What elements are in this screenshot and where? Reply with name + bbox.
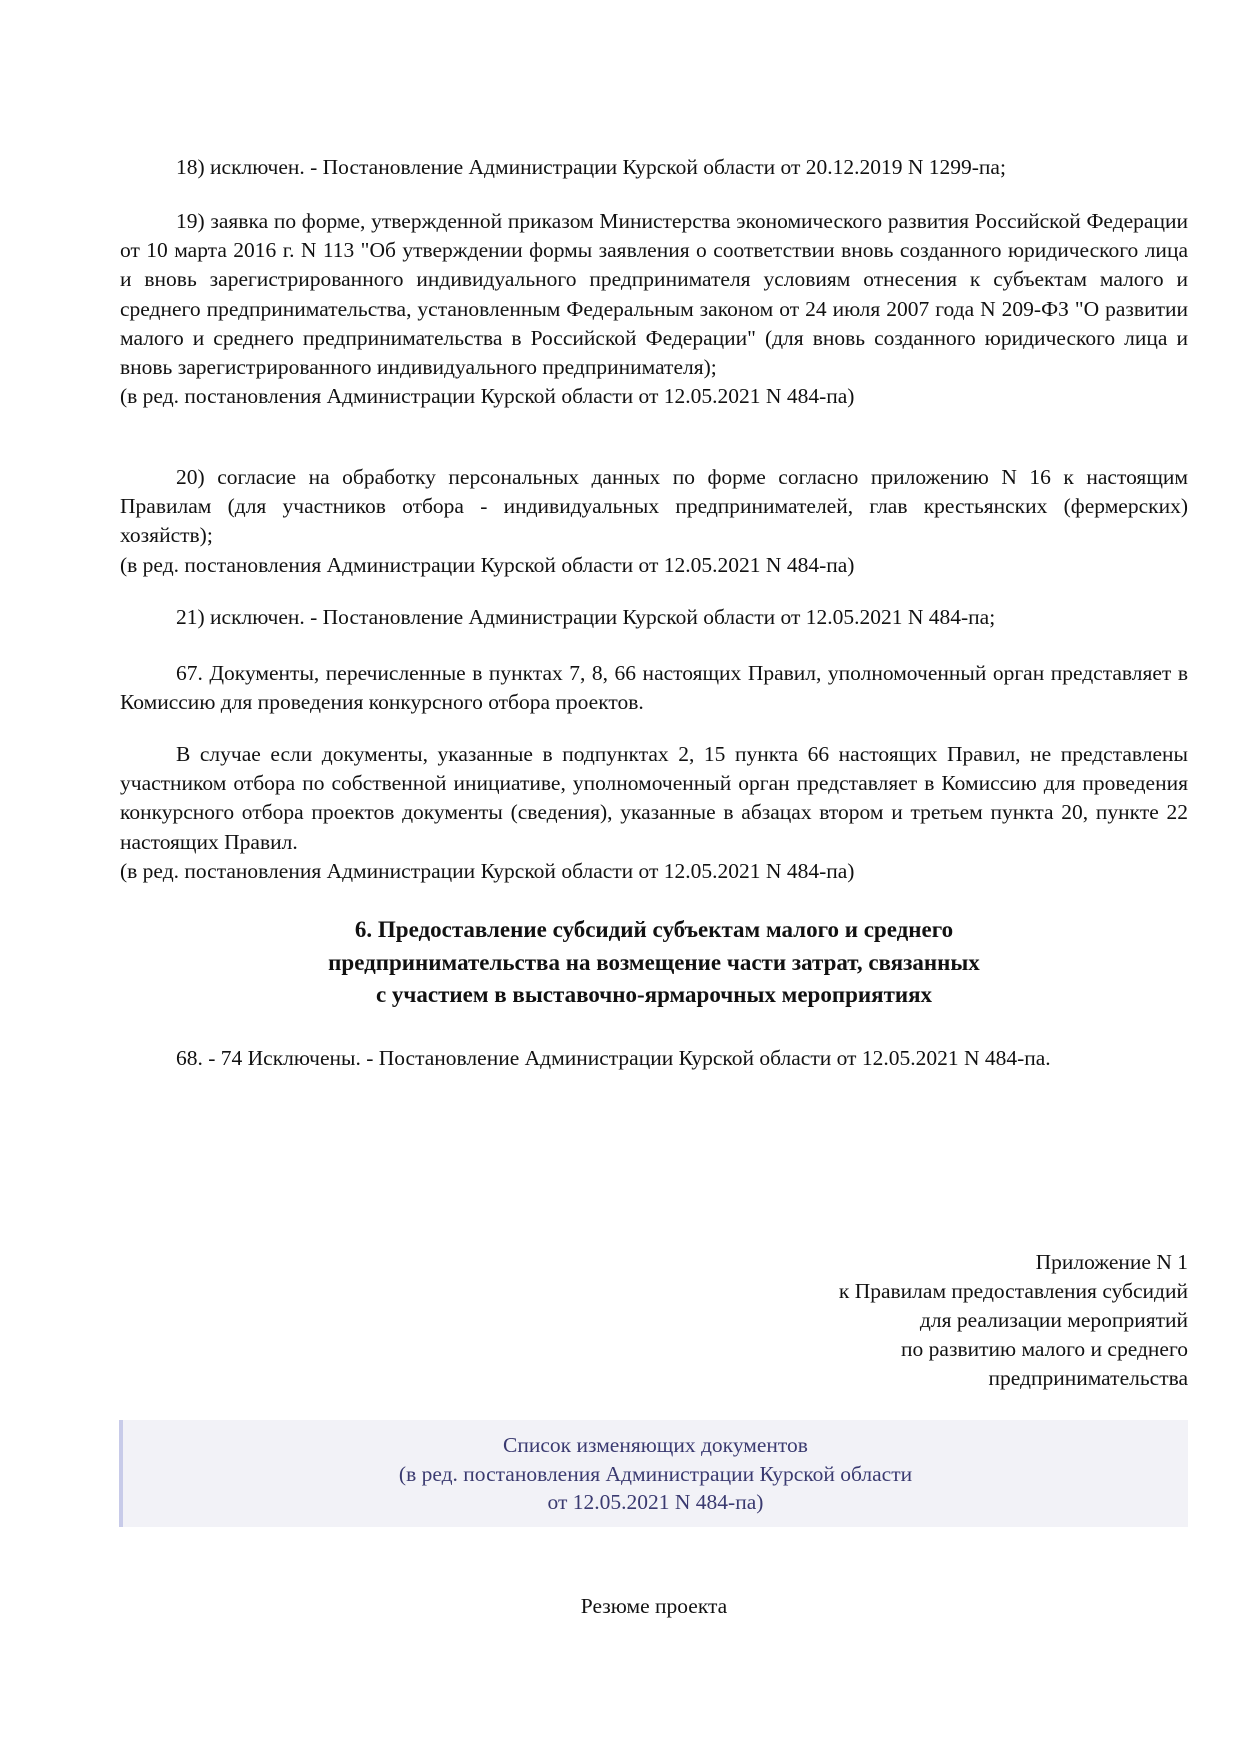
box-line: (в ред. постановления Администрации Курской области	[398, 1461, 913, 1486]
amendment-note: (в ред. постановления Администрации Курской области от 12.05.2021 N 484-па)	[120, 552, 855, 577]
section-heading	[120, 914, 1188, 1012]
amending-documents-box	[119, 1420, 1188, 1527]
box-title: Список изменяющих документов	[503, 1433, 808, 1457]
resume-title: Резюме проекта	[580, 1594, 728, 1618]
box-line: от 12.05.2021 N 484-па)	[547, 1490, 764, 1514]
heading-line: предпринимательства на возмещение части затрат, связанных	[328, 949, 980, 975]
paragraph-text: 68. - 74 Исключены. - Постановление Администрации Курской области от 12.05.2021 N 484-па.	[176, 1046, 1051, 1070]
paragraph-67	[120, 659, 1188, 717]
heading-line: с участием в выставочно-ярмарочных мероприятиях	[375, 982, 933, 1007]
amendment-note: (в ред. постановления Администрации Курской области от 12.05.2021 N 484-па)	[120, 858, 855, 883]
paragraph-21	[120, 603, 1188, 632]
paragraph-18	[120, 153, 1188, 182]
paragraph-19	[120, 207, 1188, 411]
appendix-header	[839, 1248, 1188, 1393]
paragraph-68	[120, 1044, 1188, 1073]
paragraph-20	[120, 463, 1188, 580]
paragraph-text: 21) исключен. - Постановление Администрации Курской области от 12.05.2021 N 484-па;	[176, 605, 996, 629]
paragraph-67-continued	[120, 740, 1188, 886]
paragraph-text: 18) исключен. - Постановление Администрации Курской области от 20.12.2019 N 1299-па;	[176, 155, 1006, 179]
paragraph-text: В случае если документы, указанные в подпунктах 2, 15 пункта 66 настоящих Правил, не представлены участником отбора по собственной инициативе, уполномоченный орган представляет в Комиссию для проведения конкурсного отбора проектов документы (сведения), указанные в абзацах втором и третьем пункта 20, пункте 22 настоящих Правил.	[120, 742, 1188, 854]
heading-line: 6. Предоставление субсидий субъектам малого и среднего	[354, 917, 954, 942]
appendix-line: для реализации мероприятий	[919, 1308, 1188, 1332]
appendix-line: к Правилам предоставления субсидий	[838, 1279, 1188, 1303]
paragraph-text: 20) согласие на обработку персональных данных по форме согласно приложению N 16 к настоящим Правилам (для участников отбора - индивидуальных предпринимателей, глав крестьянских (фермерских) хозяйств);	[120, 465, 1188, 548]
paragraph-text: 67. Документы, перечисленные в пунктах 7, 8, 66 настоящих Правил, уполномоченный орган представляет в Комиссию для проведения конкурсного отбора проектов.	[120, 661, 1188, 715]
paragraph-text: 19) заявка по форме, утвержденной приказом Министерства экономического развития Российской Федерации от 10 марта 2016 г. N 113 "Об утверждении формы заявления о соответствии вновь созданного юридического лица и вновь зарегистрированного индивидуального предпринимателя условиям отнесения к субъектам малого и среднего предпринимательства, установленным Федеральным законом от 24 июля 2007 года N 209-ФЗ "О развитии малого и среднего предпринимательства в Российской Федерации" (для вновь созданного юридического лица и вновь зарегистрированного индивидуального предпринимателя);	[120, 209, 1188, 380]
appendix-line: Приложение N 1	[1035, 1250, 1188, 1274]
appendix-line: по развитию малого и среднего	[901, 1337, 1188, 1361]
appendix-line: предпринимательства	[988, 1366, 1188, 1390]
amendment-note: (в ред. постановления Администрации Курской области от 12.05.2021 N 484-па)	[120, 384, 855, 409]
